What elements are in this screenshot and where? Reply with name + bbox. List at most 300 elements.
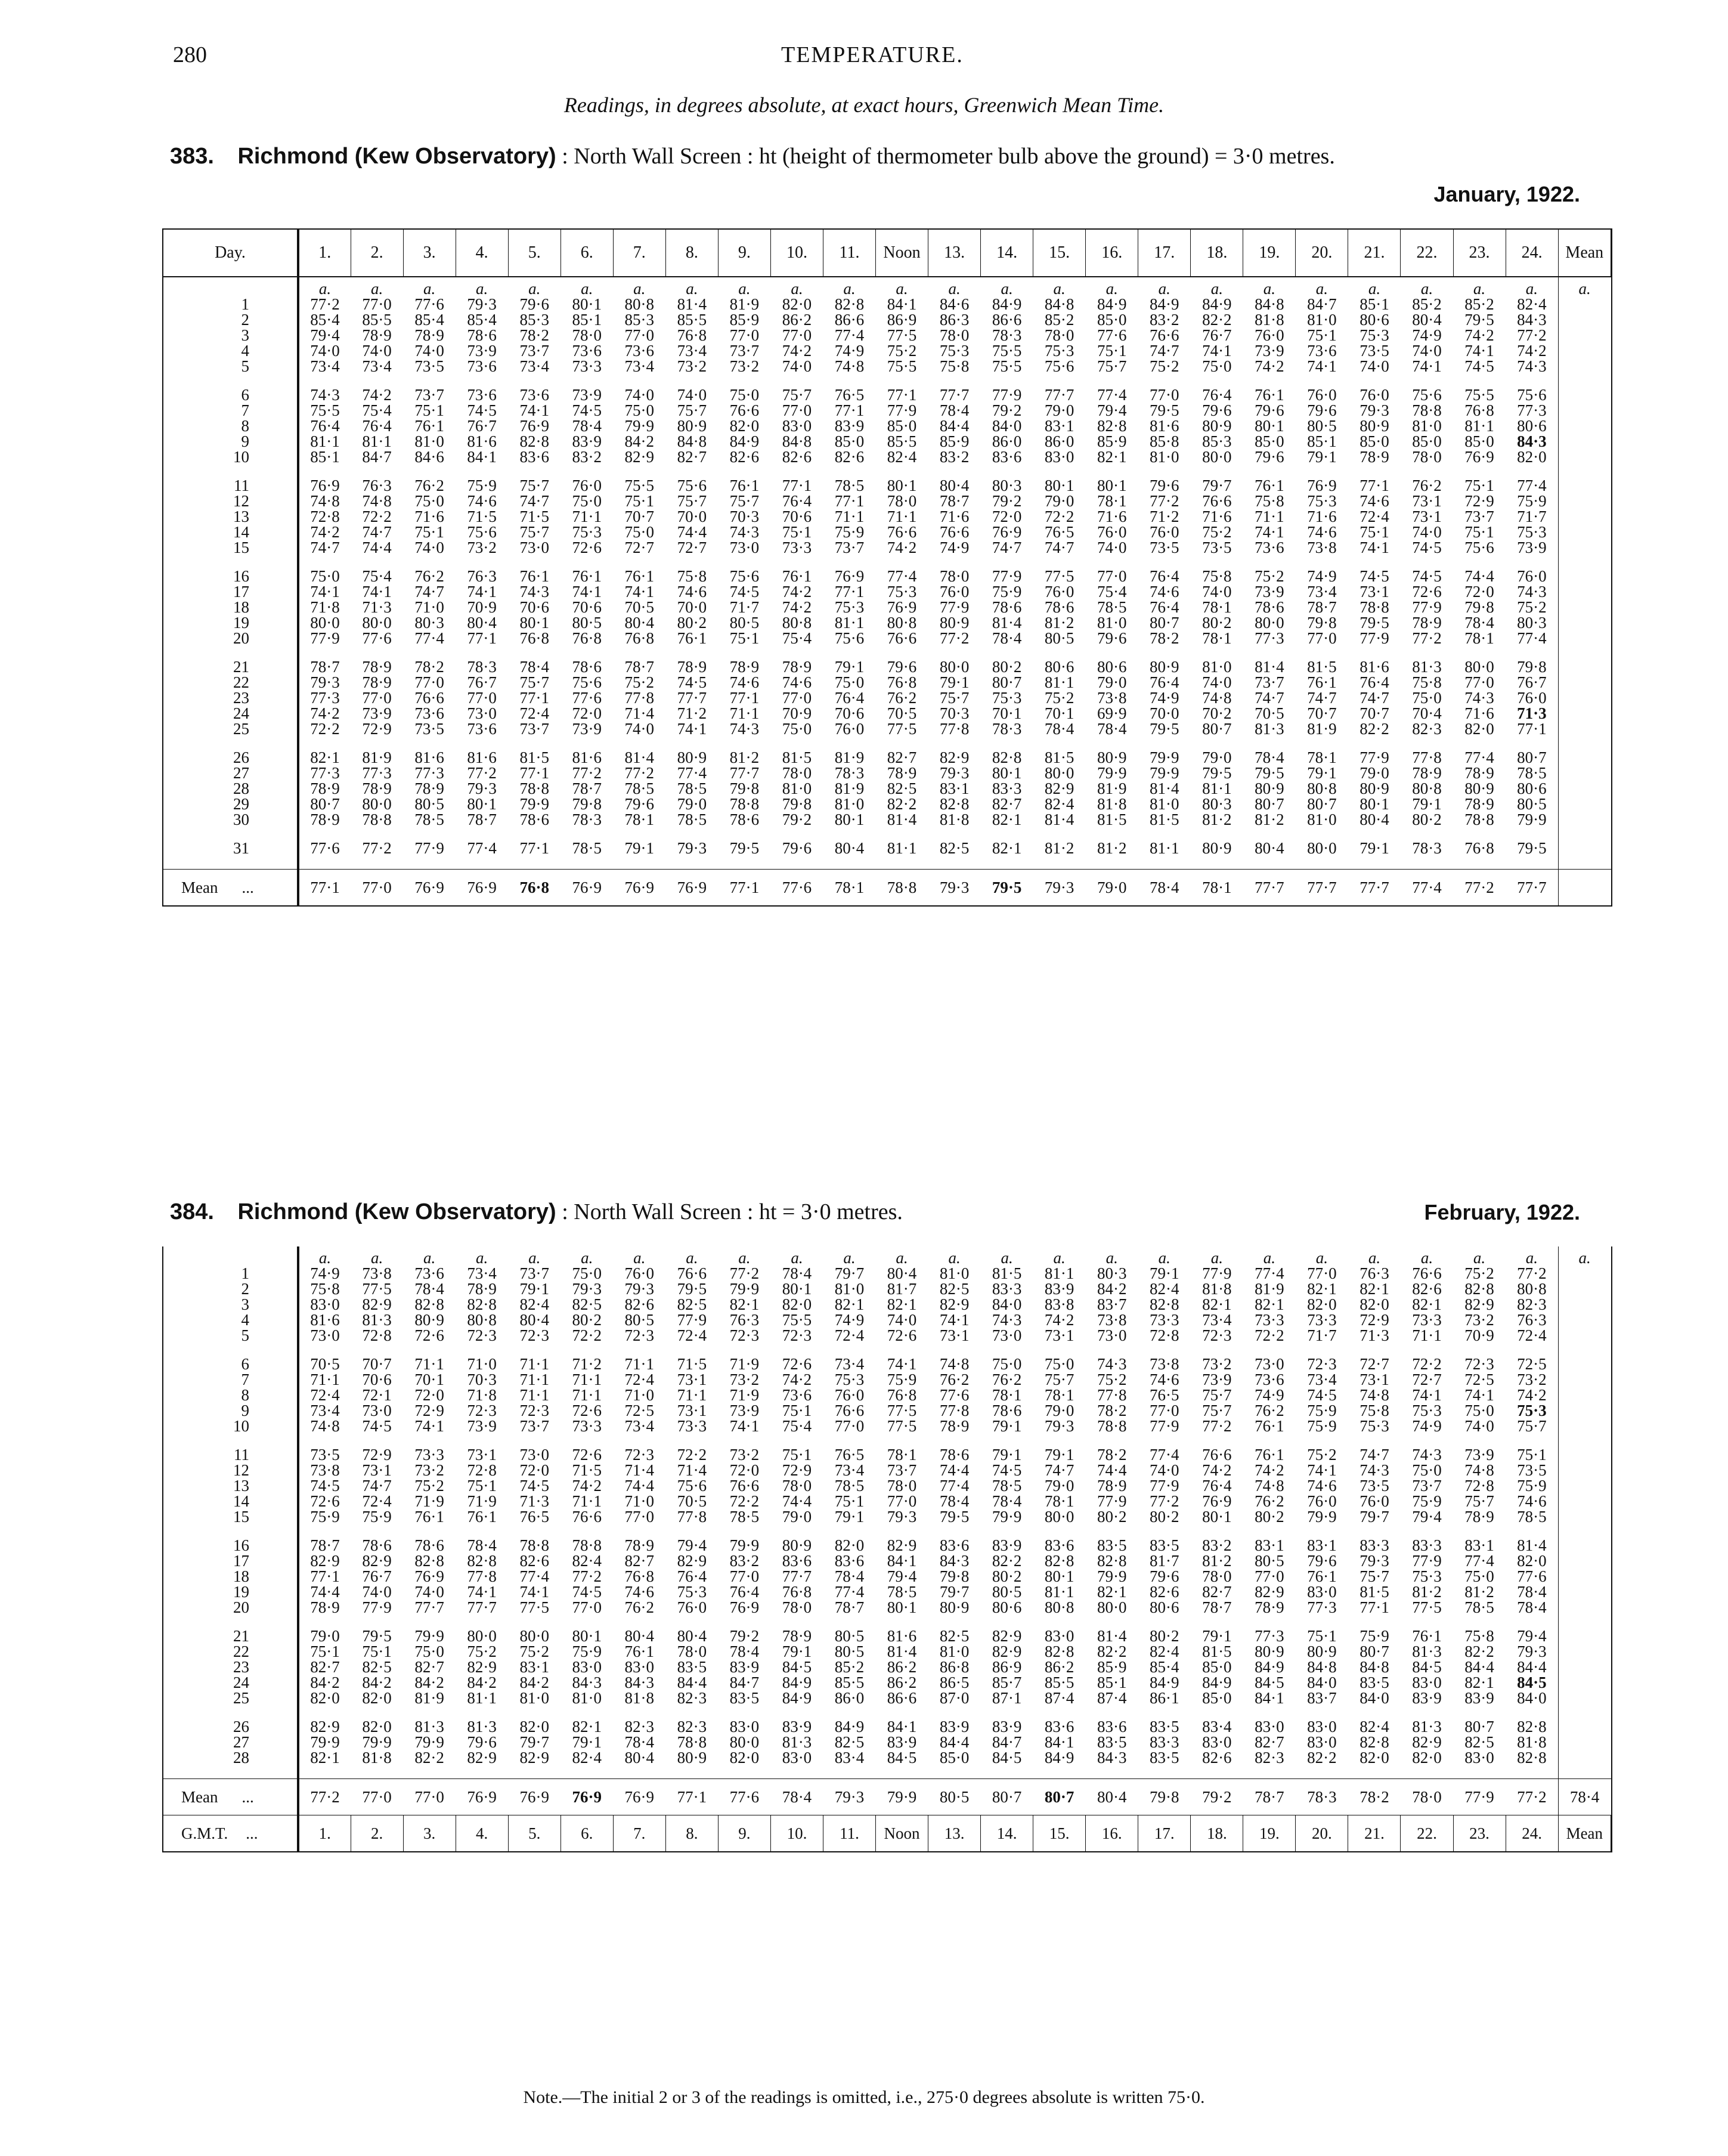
hourly-reading: 71·3 xyxy=(362,599,392,615)
hourly-reading: 73·3 xyxy=(414,1447,444,1462)
table-row xyxy=(163,312,1611,327)
hourly-reading: 82·4 xyxy=(1044,796,1074,812)
daily-mean: 77·3 xyxy=(1506,403,1558,418)
hourly-reading: 75·1 xyxy=(414,524,444,540)
hourly-reading: 80·9 xyxy=(1464,781,1494,796)
hourly-reading: 72·8 xyxy=(1464,1478,1494,1493)
hourly-reading: 78·9 xyxy=(1097,1478,1127,1493)
unit-cell: a. xyxy=(1053,1249,1066,1266)
hourly-reading: 77·4 xyxy=(834,327,865,343)
hourly-reading: 81·0 xyxy=(939,1266,970,1281)
hourly-reading: 75·2 xyxy=(519,1644,549,1659)
section-title-383 xyxy=(170,143,1335,169)
hourly-reading: 85·5 xyxy=(887,434,917,449)
hourly-reading: 76·1 xyxy=(467,1509,497,1524)
hourly-reading: 83·7 xyxy=(1097,1297,1127,1312)
hourly-reading: 81·3 xyxy=(1412,1644,1442,1659)
hourly-reading: 73·2 xyxy=(677,358,707,374)
hourly-reading: 83·6 xyxy=(1044,1719,1074,1734)
hourly-reading: 84·4 xyxy=(677,1675,707,1690)
hourly-reading: 76·6 xyxy=(677,1266,707,1281)
hourly-reading: 80·4 xyxy=(939,478,970,493)
hourly-reading: 81·6 xyxy=(467,750,497,765)
hourly-reading: 84·2 xyxy=(467,1675,497,1690)
hourly-reading: 85·3 xyxy=(519,312,549,327)
hourly-mean: 77·6 xyxy=(770,870,823,906)
hourly-reading: 78·7 xyxy=(572,781,602,796)
hourly-reading: 79·2 xyxy=(992,493,1022,509)
hourly-reading: 82·2 xyxy=(1307,1750,1337,1765)
hourly-reading: 82·9 xyxy=(362,1553,392,1569)
hourly-reading: 84·2 xyxy=(519,1675,549,1690)
hourly-reading: 82·1 xyxy=(1360,1281,1389,1297)
hourly-reading: 82·0 xyxy=(1307,1297,1337,1312)
hourly-mean: 77·4 xyxy=(1401,870,1453,906)
hourly-reading: 78·4 xyxy=(1097,721,1127,737)
hourly-reading: 72·6 xyxy=(782,1356,812,1372)
hourly-reading: 76·6 xyxy=(834,1403,865,1418)
hourly-reading: 74·2 xyxy=(782,343,812,358)
hourly-reading: 72·2 xyxy=(677,1447,707,1462)
hourly-reading: 80·1 xyxy=(834,812,865,827)
hourly-reading: 72·2 xyxy=(1412,1356,1442,1372)
day-number: 24 xyxy=(163,1675,298,1690)
hourly-reading: 78·7 xyxy=(310,659,340,675)
hourly-reading: 79·7 xyxy=(834,1266,865,1281)
hourly-reading: 75·7 xyxy=(519,675,549,690)
hourly-reading: 84·6 xyxy=(939,296,970,312)
hourly-reading: 84·3 xyxy=(624,1675,655,1690)
hourly-reading: 72·2 xyxy=(310,721,340,737)
page-heading: TEMPERATURE. xyxy=(781,42,964,67)
hourly-reading: 71·1 xyxy=(1255,509,1284,524)
hourly-reading: 83·6 xyxy=(1097,1719,1127,1734)
daily-mean: 76·0 xyxy=(1506,568,1558,584)
hourly-reading: 76·1 xyxy=(572,568,602,584)
hourly-reading: 74·5 xyxy=(992,1462,1022,1478)
hourly-reading: 75·6 xyxy=(1464,540,1494,555)
hourly-reading: 73·6 xyxy=(519,387,549,403)
hourly-reading: 75·6 xyxy=(729,568,760,584)
hourly-reading: 83·1 xyxy=(939,781,970,796)
hourly-reading: 82·8 xyxy=(1097,418,1127,434)
hourly-reading: 84·9 xyxy=(729,434,760,449)
hourly-reading: 80·0 xyxy=(362,796,392,812)
hourly-reading: 72·6 xyxy=(414,1328,444,1343)
hourly-reading: 73·5 xyxy=(1150,540,1179,555)
hourly-reading: 82·7 xyxy=(1202,1584,1232,1600)
hourly-reading: 74·1 xyxy=(1307,358,1337,374)
hourly-reading: 75·7 xyxy=(677,403,707,418)
hourly-reading: 81·5 xyxy=(519,750,549,765)
hourly-reading: 82·2 xyxy=(1360,721,1389,737)
hourly-reading: 82·0 xyxy=(1360,1297,1389,1312)
hourly-reading: 80·8 xyxy=(1044,1600,1074,1615)
table-row xyxy=(163,1628,1611,1644)
hourly-reading: 74·4 xyxy=(362,540,392,555)
hourly-reading: 82·1 xyxy=(992,840,1022,856)
hourly-reading: 77·4 xyxy=(939,1478,970,1493)
day-number: 2 xyxy=(163,1281,298,1297)
hourly-reading: 75·8 xyxy=(677,568,707,584)
hourly-reading: 83·1 xyxy=(1044,418,1074,434)
hour-header: Noon xyxy=(876,230,928,277)
hourly-reading: 72·8 xyxy=(310,509,340,524)
hourly-reading: 82·3 xyxy=(677,1690,707,1706)
day-number: 26 xyxy=(163,750,298,765)
hourly-reading: 82·3 xyxy=(624,1719,655,1734)
hourly-reading: 74·3 xyxy=(519,584,549,599)
hourly-reading: 83·3 xyxy=(1150,1734,1179,1750)
hourly-reading: 79·3 xyxy=(467,296,497,312)
hourly-reading: 77·1 xyxy=(1360,478,1389,493)
hourly-reading: 75·7 xyxy=(519,478,549,493)
daily-mean: 75·3 xyxy=(1506,524,1558,540)
hourly-reading: 78·8 xyxy=(1360,599,1389,615)
hourly-reading: 78·7 xyxy=(1202,1600,1232,1615)
hourly-reading: 80·0 xyxy=(1307,840,1337,856)
hourly-reading: 78·8 xyxy=(1097,1418,1127,1434)
hourly-reading: 70·5 xyxy=(1255,706,1284,721)
hourly-reading: 84·5 xyxy=(992,1750,1022,1765)
hourly-reading: 76·3 xyxy=(467,568,497,584)
hourly-reading: 82·0 xyxy=(834,1538,865,1553)
hourly-reading: 77·9 xyxy=(1097,1493,1127,1509)
hourly-reading: 76·1 xyxy=(1255,387,1284,403)
hourly-reading: 78·9 xyxy=(362,675,392,690)
hourly-reading: 80·7 xyxy=(1464,1719,1494,1734)
daily-mean: 79·8 xyxy=(1506,659,1558,675)
hourly-reading: 73·9 xyxy=(729,1403,760,1418)
table-row xyxy=(163,584,1611,599)
daily-mean: 74·2 xyxy=(1506,343,1558,358)
hour-header: 20. xyxy=(1296,230,1348,277)
hourly-reading: 75·4 xyxy=(362,568,392,584)
hourly-reading: 77·2 xyxy=(1202,1418,1232,1434)
hourly-reading: 74·5 xyxy=(1412,568,1442,584)
hourly-reading: 85·0 xyxy=(939,1750,970,1765)
hourly-reading: 80·9 xyxy=(677,418,707,434)
hourly-reading: 84·0 xyxy=(992,418,1022,434)
hourly-reading: 77·1 xyxy=(519,690,549,706)
hourly-reading: 71·1 xyxy=(677,1387,707,1403)
hourly-reading: 77·8 xyxy=(939,721,970,737)
hourly-reading: 77·4 xyxy=(834,1584,865,1600)
hourly-reading: 78·3 xyxy=(572,812,602,827)
mean-row xyxy=(163,870,1611,906)
hourly-reading: 76·1 xyxy=(624,568,655,584)
hourly-reading: 82·6 xyxy=(1202,1750,1232,1765)
hourly-reading: 71·1 xyxy=(572,1372,602,1387)
hourly-reading: 82·0 xyxy=(362,1719,392,1734)
hourly-reading: 75·7 xyxy=(1202,1387,1232,1403)
daily-mean: 80·3 xyxy=(1506,615,1558,630)
hourly-mean: 77·6 xyxy=(718,1779,770,1815)
hourly-reading: 80·1 xyxy=(887,478,917,493)
hourly-reading: 83·9 xyxy=(1412,1690,1442,1706)
hourly-reading: 81·4 xyxy=(1097,1628,1127,1644)
hourly-reading: 83·3 xyxy=(992,1281,1022,1297)
hourly-reading: 72·8 xyxy=(1150,1328,1179,1343)
hourly-reading: 82·9 xyxy=(1044,781,1074,796)
hourly-reading: 80·4 xyxy=(834,840,865,856)
hourly-reading: 77·0 xyxy=(1464,675,1494,690)
hourly-reading: 76·6 xyxy=(887,524,917,540)
hourly-reading: 75·0 xyxy=(992,1356,1022,1372)
hourly-reading: 74·1 xyxy=(310,584,340,599)
hourly-reading: 80·9 xyxy=(939,615,970,630)
hourly-reading: 79·6 xyxy=(624,796,655,812)
hourly-reading: 73·6 xyxy=(414,1266,444,1281)
hourly-reading: 74·6 xyxy=(729,675,760,690)
hourly-reading: 80·0 xyxy=(1044,765,1074,781)
gmt-hour: 2. xyxy=(351,1815,403,1852)
hourly-reading: 76·9 xyxy=(1464,449,1494,465)
unit-cell: a. xyxy=(1001,280,1013,296)
gmt-hour: 24. xyxy=(1506,1815,1558,1852)
day-number: 4 xyxy=(163,1312,298,1328)
hourly-reading: 81·1 xyxy=(1044,1584,1074,1600)
hourly-reading: 74·5 xyxy=(572,1584,602,1600)
hourly-reading: 79·8 xyxy=(939,1569,970,1584)
hourly-reading: 77·8 xyxy=(677,1509,707,1524)
hourly-mean: 78·2 xyxy=(1348,1779,1401,1815)
hourly-reading: 81·0 xyxy=(1202,659,1232,675)
hourly-reading: 72·7 xyxy=(1412,1372,1442,1387)
day-number: 26 xyxy=(163,1719,298,1734)
day-number: 21 xyxy=(163,659,298,675)
hourly-reading: 78·1 xyxy=(887,1447,917,1462)
hourly-reading: 70·9 xyxy=(1464,1328,1494,1343)
hourly-reading: 82·9 xyxy=(1412,1734,1442,1750)
hourly-reading: 77·8 xyxy=(1097,1387,1127,1403)
hourly-reading: 74·1 xyxy=(467,584,497,599)
hourly-reading: 77·0 xyxy=(1307,630,1337,646)
daily-mean: 76·3 xyxy=(1506,1312,1558,1328)
unit-cell: a. xyxy=(423,1249,436,1266)
hourly-reading: 77·2 xyxy=(310,296,340,312)
hourly-reading: 70·7 xyxy=(1307,706,1337,721)
daily-mean: 75·9 xyxy=(1506,1478,1558,1493)
table-row xyxy=(163,1462,1611,1478)
hourly-reading: 75·7 xyxy=(939,690,970,706)
hourly-reading: 75·7 xyxy=(729,493,760,509)
hourly-reading: 77·0 xyxy=(467,690,497,706)
hourly-reading: 72·0 xyxy=(519,1462,549,1478)
hourly-reading: 74·8 xyxy=(310,1418,340,1434)
hourly-reading: 80·9 xyxy=(1360,781,1389,796)
hourly-reading: 78·5 xyxy=(1097,599,1127,615)
daily-mean: 84·0 xyxy=(1506,1690,1558,1706)
unit-row xyxy=(163,277,1611,296)
unit-cell: a. xyxy=(896,1249,908,1266)
hourly-reading: 76·5 xyxy=(834,387,865,403)
hourly-reading: 78·7 xyxy=(1307,599,1337,615)
hourly-reading: 81·8 xyxy=(939,812,970,827)
hourly-reading: 81·0 xyxy=(1150,796,1179,812)
daily-mean: 72·5 xyxy=(1506,1356,1558,1372)
hourly-mean: 78·4 xyxy=(770,1779,823,1815)
hourly-reading: 80·5 xyxy=(1255,1553,1284,1569)
hourly-reading: 74·3 xyxy=(729,721,760,737)
hourly-reading: 85·5 xyxy=(1044,1675,1074,1690)
hourly-reading: 73·6 xyxy=(782,1387,812,1403)
hourly-reading: 79·8 xyxy=(572,796,602,812)
unit-cell: a. xyxy=(791,280,803,296)
hourly-reading: 82·2 xyxy=(1464,1644,1494,1659)
hourly-reading: 75·0 xyxy=(1412,690,1442,706)
hourly-reading: 82·9 xyxy=(310,1553,340,1569)
hourly-reading: 75·3 xyxy=(1307,493,1337,509)
day-number: 8 xyxy=(163,1387,298,1403)
hourly-reading: 79·8 xyxy=(1464,599,1494,615)
table-row xyxy=(163,812,1611,827)
hourly-reading: 76·9 xyxy=(834,568,865,584)
hourly-reading: 76·8 xyxy=(624,1569,655,1584)
hourly-reading: 73·5 xyxy=(310,1447,340,1462)
hourly-reading: 84·9 xyxy=(834,1719,865,1734)
hourly-reading: 77·6 xyxy=(310,840,340,856)
hourly-reading: 80·9 xyxy=(1307,1644,1337,1659)
hourly-reading: 74·2 xyxy=(310,524,340,540)
hourly-reading: 71·6 xyxy=(1307,509,1337,524)
hourly-reading: 79·6 xyxy=(1255,449,1284,465)
hourly-reading: 83·5 xyxy=(1360,1675,1389,1690)
hourly-reading: 82·1 xyxy=(887,1297,917,1312)
hourly-reading: 76·8 xyxy=(782,1584,812,1600)
unit-cell: a. xyxy=(1368,280,1381,296)
hourly-reading: 79·3 xyxy=(677,840,707,856)
unit-cell: a. xyxy=(1473,280,1486,296)
hourly-reading: 70·1 xyxy=(1044,706,1074,721)
hourly-reading: 74·5 xyxy=(1464,358,1494,374)
hourly-reading: 83·0 xyxy=(1307,1719,1337,1734)
hourly-reading: 73·2 xyxy=(729,1372,760,1387)
unit-cell: a. xyxy=(738,280,751,296)
hourly-reading: 75·9 xyxy=(834,524,865,540)
hourly-reading: 82·7 xyxy=(992,796,1022,812)
hourly-reading: 80·1 xyxy=(1202,1509,1232,1524)
hourly-reading: 75·1 xyxy=(1360,524,1389,540)
hourly-reading: 76·0 xyxy=(572,478,602,493)
hourly-reading: 75·1 xyxy=(310,1644,340,1659)
day-number: 15 xyxy=(163,540,298,555)
hourly-reading: 70·5 xyxy=(677,1493,707,1509)
hourly-reading: 78·5 xyxy=(834,478,865,493)
hourly-reading: 82·4 xyxy=(519,1297,549,1312)
hourly-reading: 77·0 xyxy=(362,296,392,312)
hourly-reading: 78·0 xyxy=(887,493,917,509)
hourly-reading: 73·3 xyxy=(572,1418,602,1434)
hourly-reading: 83·3 xyxy=(1360,1538,1389,1553)
hourly-reading: 84·4 xyxy=(1464,1659,1494,1675)
hourly-reading: 75·8 xyxy=(1255,493,1284,509)
hourly-mean: 76·8 xyxy=(508,870,560,906)
hourly-reading: 72·6 xyxy=(887,1328,917,1343)
gmt-label-text: G.M.T. xyxy=(181,1824,228,1842)
hourly-reading: 79·2 xyxy=(729,1628,760,1644)
hourly-reading: 84·8 xyxy=(1044,296,1074,312)
hourly-reading: 83·0 xyxy=(1464,1750,1494,1765)
hourly-reading: 78·1 xyxy=(1044,1387,1074,1403)
hourly-reading: 77·8 xyxy=(624,690,655,706)
hourly-reading: 81·4 xyxy=(624,750,655,765)
hourly-reading: 71·3 xyxy=(519,1493,549,1509)
gmt-hour: 14. xyxy=(981,1815,1033,1852)
daily-mean: 77·4 xyxy=(1506,478,1558,493)
hourly-reading: 79·1 xyxy=(519,1281,549,1297)
hourly-reading: 80·6 xyxy=(1044,659,1074,675)
hourly-reading: 80·4 xyxy=(1412,312,1442,327)
hourly-reading: 74·5 xyxy=(467,403,497,418)
hourly-reading: 76·1 xyxy=(1255,1447,1284,1462)
day-number: 19 xyxy=(163,615,298,630)
day-number: 22 xyxy=(163,675,298,690)
hourly-reading: 86·6 xyxy=(887,1690,917,1706)
table-row xyxy=(163,1372,1611,1387)
hourly-reading: 72·3 xyxy=(1464,1356,1494,1372)
hourly-reading: 80·7 xyxy=(1255,796,1284,812)
hourly-reading: 76·9 xyxy=(1202,1493,1232,1509)
hourly-reading: 83·5 xyxy=(729,1690,760,1706)
hourly-reading: 82·9 xyxy=(1464,1297,1494,1312)
hourly-reading: 73·1 xyxy=(677,1372,707,1387)
daily-mean: 75·6 xyxy=(1506,387,1558,403)
hourly-reading: 73·8 xyxy=(362,1266,392,1281)
hourly-reading: 79·7 xyxy=(1202,478,1232,493)
hourly-reading: 77·6 xyxy=(572,690,602,706)
hour-header: 22. xyxy=(1401,230,1453,277)
hourly-reading: 82·5 xyxy=(939,840,970,856)
hourly-reading: 74·1 xyxy=(467,1584,497,1600)
hourly-reading: 75·4 xyxy=(782,1418,812,1434)
hourly-reading: 75·6 xyxy=(1044,358,1074,374)
hourly-reading: 74·9 xyxy=(939,540,970,555)
table-row xyxy=(163,434,1611,449)
hourly-reading: 82·1 xyxy=(1412,1297,1442,1312)
daily-mean: 80·7 xyxy=(1506,750,1558,765)
daily-mean: 82·8 xyxy=(1506,1719,1558,1734)
group-spacer xyxy=(163,465,1611,478)
hourly-reading: 81·9 xyxy=(1255,1281,1284,1297)
hourly-reading: 74·0 xyxy=(1412,524,1442,540)
hourly-reading: 70·1 xyxy=(992,706,1022,721)
hourly-mean: 76·9 xyxy=(456,1779,508,1815)
hourly-reading: 77·0 xyxy=(1150,387,1179,403)
hourly-reading: 74·8 xyxy=(1464,1462,1494,1478)
hourly-reading: 75·0 xyxy=(1412,1462,1442,1478)
hourly-reading: 85·0 xyxy=(887,418,917,434)
hourly-reading: 86·5 xyxy=(939,1675,970,1690)
hourly-reading: 79·5 xyxy=(1150,721,1179,737)
gmt-hour: Noon xyxy=(876,1815,928,1852)
hourly-reading: 74·2 xyxy=(1255,358,1284,374)
hourly-reading: 83·9 xyxy=(939,1719,970,1734)
hourly-reading: 74·7 xyxy=(1360,690,1389,706)
hourly-reading: 74·2 xyxy=(1044,1312,1074,1328)
hourly-reading: 81·3 xyxy=(414,1719,444,1734)
unit-cell: a. xyxy=(318,280,332,296)
hourly-reading: 76·6 xyxy=(414,690,444,706)
hourly-reading: 80·2 xyxy=(1150,1509,1179,1524)
hourly-reading: 72·7 xyxy=(1360,1356,1389,1372)
table-row xyxy=(163,1675,1611,1690)
hourly-reading: 82·8 xyxy=(519,434,549,449)
table-row xyxy=(163,1387,1611,1403)
day-number: 2 xyxy=(163,312,298,327)
hourly-reading: 83·9 xyxy=(729,1659,760,1675)
hourly-reading: 82·9 xyxy=(310,1719,340,1734)
